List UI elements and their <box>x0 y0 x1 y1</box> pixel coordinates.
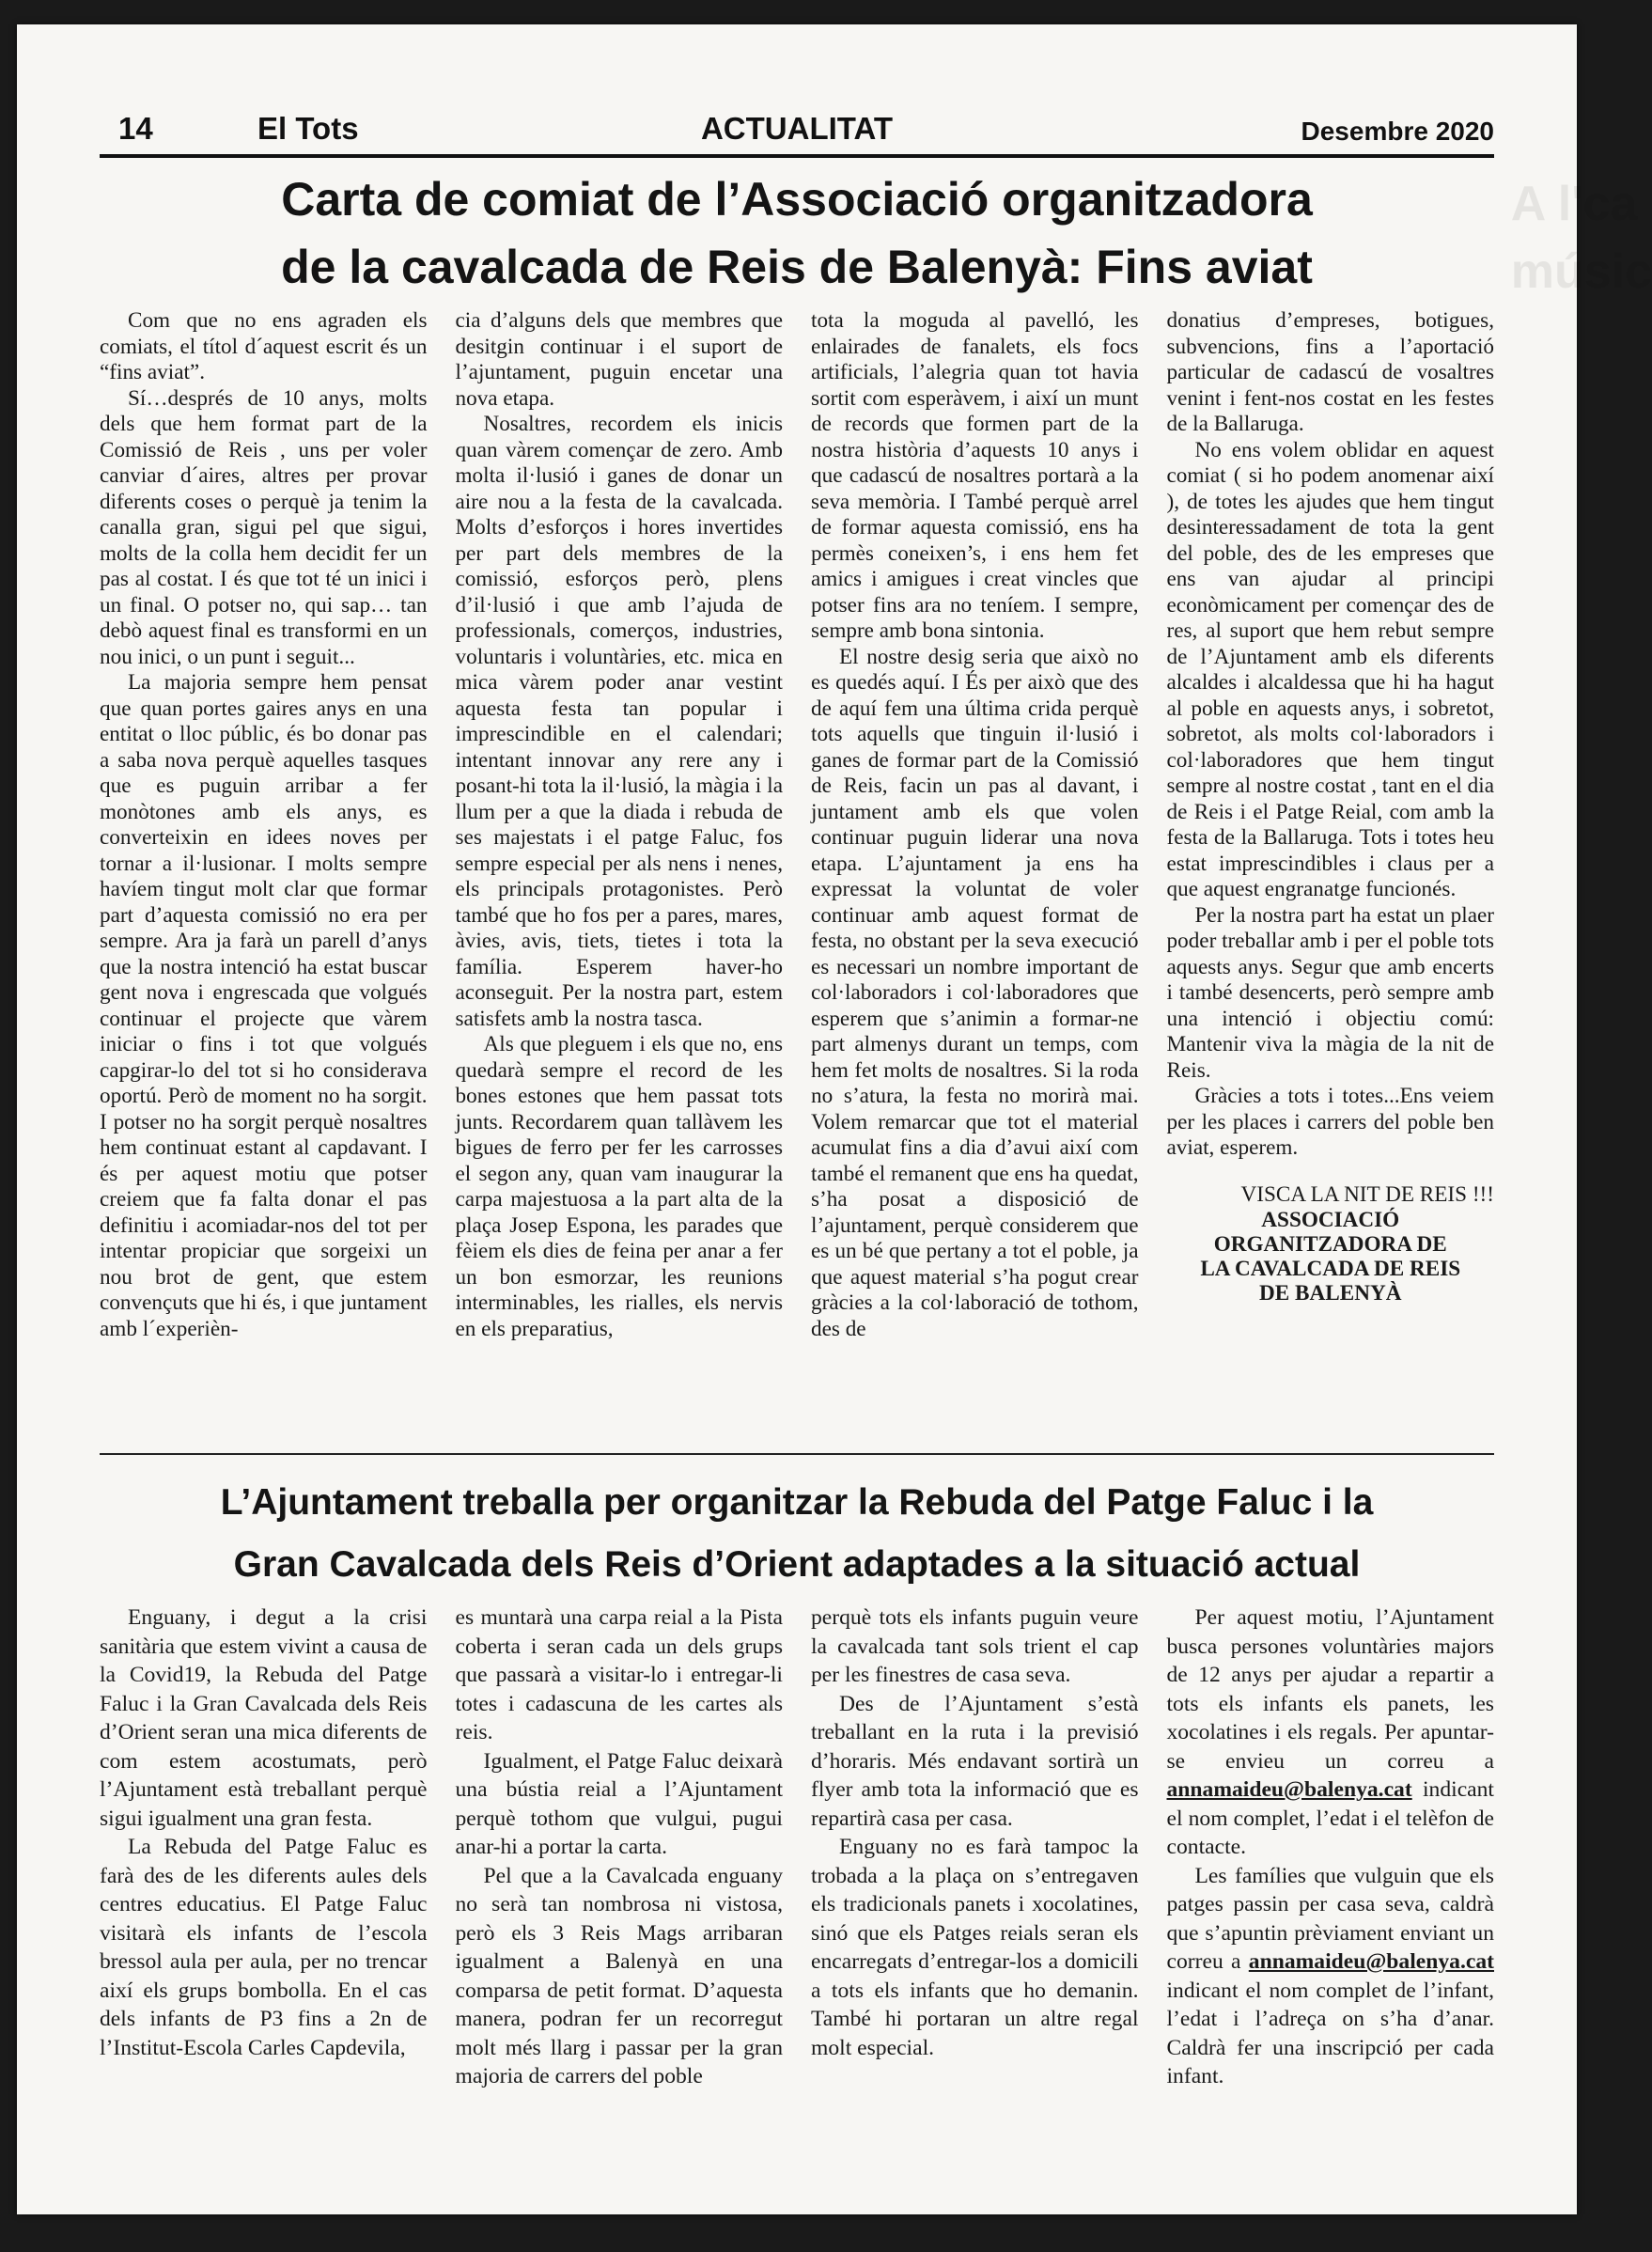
paragraph: Enguany no es farà tampoc la trobada a la plaça on s’entregaven els tradicionals panets i xocolatines, sinó que els Patges reials seran els encarregats d’entregar-los a domicili a tots els infants que ho demanin. També hi portaran un altre regal molt especial. <box>811 1835 1139 2060</box>
paragraph: Nosaltres, recordem els inicis quan vàrem començar de zero. Amb molta il·lusió i ganes de donar un aire nou a la festa de la cavalcada. Molts d’esforços i hores invertides per part dels membres de la comissió, esforços però, plens d’il·lusió i que amb l’ajuda de professionals, comerços, industries, voluntaris i voluntàries, etc. mica en mica vàrem poder anar vestint aquesta festa tan popular i imprescindible en el calendari; intentant innovar any rere any i posant-hi tota la il·lusió, la màgia i la llum per a que la diada i rebuda de ses majestats i el patge Faluc, fos sempre especial per als nens i nenes, els principals protagonistes. Però també que ho fos per a pares, mares, àvies, avis, tiets, tietes i tota la família. Esperem haver-ho aconseguit. Per la nostra part, estem satisfets amb la nostra tasca. <box>455 412 783 1031</box>
email-link[interactable]: annamaideu@balenya.cat <box>1166 1777 1412 1802</box>
article2-column <box>100 1603 428 2194</box>
paragraph: Per la nostra part ha estat un plaer poder treballar amb i per el poble tots aquests anys. Segur que amb encerts i també desencerts, però sempre amb una intenció i objectiu comú: Mantenir viva la màgia de la nit de Reis. <box>1166 902 1494 1083</box>
article2-column <box>811 1603 1139 2194</box>
paragraph: Com que no ens agraden els comiats, el títol d´aquest escrit és un “fins aviat”. <box>100 308 428 384</box>
page-number: 14 <box>118 111 153 146</box>
paragraph: Les famílies que vulguin que els patges passin per casa seva, caldrà que s’apuntin prèviament enviant un correu a annamaideu@balenya.cat indicant el nom complet de l’infant, l’edat i l’adreça on s’ha d’anar. Caldrà fer una inscripció per cada infant. <box>1166 1863 1494 2088</box>
paragraph: Als que pleguem i els que no, ens quedarà sempre el record de les bones estones que hem passat tots junts. Recordarem quan tallàvem les bigues de ferro per fer les carrosses el segon any, quan vam inaugurar la carpa majestuosa a la part alta de la plaça Josep Espona, les parades que fèiem els dies de feina per anar a fer un bon esmorzar, les reunions interminables, les rialles, els nervis en els preparatius, <box>455 1032 783 1341</box>
paragraph: La Rebuda del Patge Faluc es farà des de les diferents aules dels centres educatius. El Patge Faluc visitarà els infants de l’escola bressol aula per aula, per no trencar així els grups bombolla. En el cas dels infants de P3 fins a 2n de l’Institut-Escola Carles Capdevila, <box>100 1835 428 2060</box>
email-link[interactable]: annamaideu@balenya.cat <box>1248 1949 1494 1974</box>
article1-title: Carta de comiat de l’Associació organitzadora de la cavalcada de Reis de Balenyà: Fins aviat <box>281 173 1313 293</box>
paragraph: es muntarà una carpa reial a la Pista coberta i seran cada un dels grups que passarà a visitar-lo i entregar-li totes i cadascuna de les cartes als reis. <box>455 1605 783 1744</box>
paragraph: Enguany, i degut a la crisi sanitària que estem vivint a causa de la Covid19, la Rebuda del Patge Faluc i la Gran Cavalcada dels Reis d’Orient seran una mica diferents de com estem acostumats, però l’Ajuntament està treballant perquè sigui igualment una gran festa. <box>100 1605 428 1831</box>
issue-date: Desembre 2020 <box>1301 117 1494 146</box>
article1-body <box>100 308 1494 1457</box>
article2-column <box>456 1603 784 2194</box>
article1-column <box>456 308 784 1457</box>
closing-line: VISCA LA NIT DE REIS !!! <box>1240 1181 1494 1207</box>
paragraph: Per aquest motiu, l’Ajuntament busca persones voluntàries majors de 12 anys per ajudar a repartir a tots els infants els panets, les xocolatines i els regals. Per apuntar-se envieu un correu a annamaideu@balenya.cat indicant el nom complet, l’edat i el telèfon de contacte. <box>1166 1605 1494 1859</box>
paragraph: donatius d’empreses, botigues, subvencions, fins a l’aportació particular de cadascú de vosaltres venint i fent-nos costat en les festes de la Ballaruga. <box>1166 308 1494 436</box>
article1-column <box>811 308 1139 1457</box>
paragraph: Pel que a la Cavalcada enguany no serà tan nombrosa ni vistosa, però els 3 Reis Mags arribaran igualment a Balenyà en una comparsa de petit format. D’aquesta manera, podran fer un recorregut molt més llarg i passar per la gran majoria de carrers del poble <box>455 1863 783 2088</box>
paragraph: Igualment, el Patge Faluc deixarà una bústia reial a l’Ajuntament perquè tothom que vulgui, pugui anar-hi a portar la carta. <box>455 1748 783 1859</box>
paragraph: perquè tots els infants puguin veure la cavalcada tant sols trient el cap per les finestres de casa seva. <box>811 1605 1139 1687</box>
paragraph: La majoria sempre hem pensat que quan portes gaires anys en una entitat o lloc públic, és bo donar pas a saba nova perquè aquelles tasques que es puguin arribar a fer monòtones amb els anys, es converteixin en idees noves per tornar a il·lusionar. I molts sempre havíem tingut molt clar que formar part d’aquesta comissió no era per sempre. Ara ja farà un parell d’anys que la nostra intenció ha estat buscar gent nova i engrescada que volgués continuar el projecte que vàrem iniciar o fins i tot que volgués capgirar-lo del tot si ho considerava oportú. Però de moment no ha sorgit. I potser no ha sorgit perquè nosaltres hem continuat estant al capdavant. I és per aquest motiu que potser creiem que fa falta donar el pas definitiu i acomiadar-nos del tot per intentar propiciar que sorgeixi un nou brot de gent, que estem convençuts que hi és, i que juntament amb l´experièn- <box>100 670 428 1341</box>
page-header <box>100 90 1494 158</box>
paragraph: tota la moguda al pavelló, les enlairades de fanalets, els focs artificials, l’alegria quan tot havia sortit com esperàvem, i així un munt de records que formen part de la nostra història d’aquests 10 anys i que cadascú de nosaltres portarà a la seva memòria. I També perquè arrel de formar aquesta comissió, ens ha permès coneixen’s, i ens hem fet amics i amigues i creat vincles que potser fins ara no teníem. I sempre, sempre amb bona sintonia. <box>811 308 1139 643</box>
paragraph: Gràcies a tots i totes...Ens veiem per les places i carrers del poble ben aviat, esperem. <box>1166 1084 1494 1160</box>
paragraph: El nostre desig seria que això no es quedés aquí. I És per això que des de aquí fem una última crida perquè tots aquells que tinguin il·lusió i ganes de formar part de la Comissió de Reis, facin un pas al davant, i juntament amb els que volen continuar puguin liderar una nova etapa. L’ajuntament ja ens ha expressat la voluntat de voler continuar amb aquest format de festa, no obstant per la seva execució es necessari un nombre important de col·laboradors i col·laboradores que esperem que s’animin a formar-ne part almenys durant un temps, com hem fet molts de nosaltres. Si la roda no s’atura, la festa no morirà mai. Volem remarcar que tot el material acumulat fins a dia d’avui així com també el remanent que ens ha quedat, s’ha posat a disposició de l’ajuntament, perquè considerem que es un bé que pertany a tot el poble, ja que aquest material s’ha pogut crear gràcies a la col·laboració de tothom, des de <box>811 644 1139 1341</box>
newspaper-page <box>17 24 1652 2214</box>
article2-body <box>100 1603 1494 2194</box>
article1-column <box>100 308 428 1457</box>
article-divider <box>100 1453 1494 1455</box>
signature: ASSOCIACIÓ ORGANITZADORA DE LA CAVALCADA DE REIS DE BALENYÀ <box>1200 1208 1461 1306</box>
article2-title: L’Ajuntament treballa per organitzar la Rebuda del Patge Faluc i la Gran Cavalcada dels Reis d’Orient adaptades a la situació actual <box>220 1482 1374 1585</box>
paragraph: No ens volem oblidar en aquest comiat ( si ho podem anomenar així ), de totes les ajudes que hem tingut desinteressadament de tota la gent del poble, des de les empreses que ens van ajudar al principi econòmicament per començar des de res, al suport que hem rebut sempre de l’Ajuntament amb els diferents alcaldes i alcaldessa que hi ha hagut al poble en aquests anys, i sobretot, sobretot, als molts col·laboradors i col·laboradores que hem tingut sempre al nostre costat , tant en el dia de Reis i el Patge Reial, com amb la festa de la Ballaruga. Tots i totes heu estat imprescindibles i claus per a que aquest engranatge funcionés. <box>1166 437 1494 901</box>
paragraph: Sí…després de 10 anys, molts dels que hem format part de la Comissió de Reis , uns per voler canviar d´aires, altres per provar diferents coses o perquè ja tenim la canalla gran, sigui pel que sigui, molts de la colla hem decidit fer un pas al costat. I és que tot té un inici i un final. O potser no, qui sap… tan debò aquest final es transformi en un nou inici, o un punt i seguit... <box>100 385 428 669</box>
bleed-through-text: A l'ca músic <box>1510 177 1652 299</box>
article2-column <box>1167 1603 1495 2194</box>
paragraph: Des de l’Ajuntament s’està treballant en la ruta i la previsió d’horaris. Més endavant sortirà un flyer amb tota la informació que es repartirà casa per casa. <box>811 1691 1139 1831</box>
paragraph: cia d’alguns dels que membres que desitgin continuar i el suport de l’ajuntament, puguin encetar una nova etapa. <box>455 308 783 411</box>
publication-name: El Tots <box>257 111 359 146</box>
article1-column <box>1167 308 1495 1457</box>
section-name: ACTUALITAT <box>700 111 894 146</box>
